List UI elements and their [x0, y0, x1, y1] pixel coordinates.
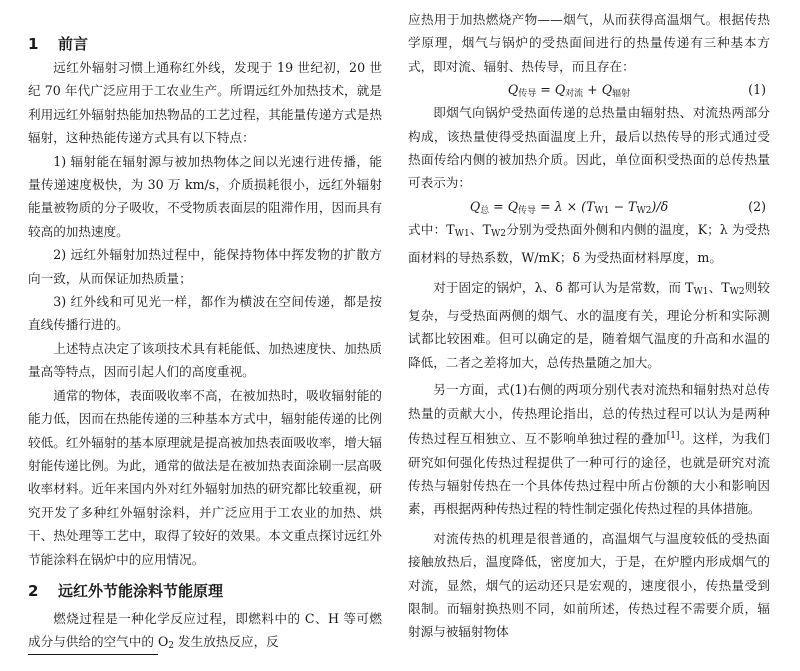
- section-1-number: 1: [28, 35, 39, 53]
- section-2-number: 2: [28, 581, 39, 600]
- paragraph-absorption: 通常的物体，表面吸收率不高，在被加热时，吸收辐射能的能力低，因而在热能传递的三种基本方式中，辐射能传递的比例较低。红外辐射的基本原理就是提高被加热表面吸收率，增大辐射能传递比例。为此，通常的做法是在被加热表面涂刷一层高吸收率材料。近年来国内外对红外辐射加热的研究都比较重视，研究开发了多种红外辐射涂料，并广泛应用于工农业的加热、烘干、热处理等工艺中，取得了较好的效果。本文重点探讨远红外节能涂料在锅炉中的应用情况。: [28, 387, 382, 567]
- paragraph-total-heat: 即烟气向锅炉受热面传递的总热量由辐射热、对流热两部分构成，该热量使得受热面温度上升，最后以热传导的形式通过受热面传给内侧的被加热介质。因此，单位面积受热面的总传热量可表示为：: [408, 105, 770, 191]
- left-column: [28, 32, 382, 659]
- equation-2-number: (2): [748, 198, 766, 214]
- paragraph-combustion: [28, 607, 382, 659]
- o2-subscript: 2: [168, 641, 174, 652]
- equation-2: [408, 195, 770, 218]
- paragraph-intro: 远红外辐射习惯上通称红外线，发现于 19 世纪初，20 世纪 70 年代广泛应用于工农业生产。所谓远红外加热技术，就是利用远红外辐射热能加热物品的工艺过程，其能量传递方式是热辐射，这种热能传递方式具有以下特点：: [28, 60, 382, 146]
- paragraph-fixed-boiler: 对于固定的锅炉，λ、δ 都可认为是常数，而 $T_{W1}$、$T_{W2}$则较复杂，与受热面两侧的烟气、水的温度有关，理论分析和实际测试都比较困难。但可以确定的是，随着烟气温度的升高和水温的降低，二者之差将加大，总传热量随之加大。: [408, 279, 770, 370]
- section-1-title: 前言: [58, 35, 89, 53]
- paragraph-feature-2: 2) 远红外辐射加热过程中，能保持物体中挥发物的扩散方向一致，从而保证加热质量；: [28, 247, 382, 286]
- section-1-heading: [28, 32, 382, 56]
- equation-1-body: $Q_{传导} = Q_{对流} + Q_{辐射}$: [507, 82, 631, 100]
- paragraph-feature-1: 1) 辐射能在辐射源与被加热物体之间以光速行进传播，能量传递速度极快，为 30 万 km/s，介质损耗很小，远红外辐射能量被物质的分子吸收，不受物质表面层的阻滞作用，因而具有较高的加热速度。: [28, 153, 382, 239]
- footnote-rule: [28, 654, 158, 655]
- paragraph-summary: 上述特点决定了该项技术具有耗能低、加热速度快、加热质量高等特点，因而引起人们的高度重视。: [28, 340, 382, 380]
- equation-1-number: (1): [748, 82, 766, 98]
- equation-2-body: $Q_总 = Q_{传导} = \lambda \times (T_{W1} - T_{W2})/\delta$: [469, 198, 669, 216]
- combustion-text-b: 发生放热反应，反: [174, 634, 279, 650]
- paragraph-heat-transfer: 应热用于加热燃烧产物——烟气，从而获得高温烟气。根据传热学原理，烟气与锅炉的受热面间进行的热量传递有三种基本方式，即对流、辐射、热传导，而且存在：: [408, 12, 770, 74]
- combustion-text-a: 燃烧过程是一种化学反应过程，即燃料中的 C、H 等可燃成分与供给的空气中的 O: [28, 610, 382, 650]
- paragraph-superposition: 另一方面，式(1)右侧的两项分别代表对流热和辐射热对总传热量的贡献大小，传热理论指出，总的传热过程可以认为是两种传热过程互相独立、互不影响单独过程的叠加[1]。这样，为我们研究如何强化传热过程提供了一种可行的途径，也就是研究对流传热与辐射传热在一个具体传热过程中所占份额的大小和影响因素，再根据两种传热过程的特性制定强化传热过程的具体措施。: [408, 382, 771, 517]
- citation-ref: [1]: [666, 431, 680, 442]
- section-2-title: 远红外节能涂料节能原理: [58, 581, 224, 600]
- paragraph-feature-3: 3) 红外线和可见光一样，都作为横波在空间传递，都是按直线传播行进的。: [28, 294, 382, 333]
- section-2-heading: [28, 579, 382, 603]
- right-column: [408, 8, 770, 644]
- paragraph-symbols: 式中：$T_{W1}$、$T_{W2}$分别为受热面外侧和内侧的温度，K；λ 为受热面材料的导热系数，W/mK；δ 为受热面材料厚度，m。: [408, 221, 770, 266]
- equation-1: [408, 78, 770, 101]
- paragraph-convection: 对流传热的机理是很普通的，高温烟气与温度较低的受热面接触放热后，温度降低，密度加大，于是，在炉膛内形成烟气的对流，显然，烟气的运动还只是宏观的，速度很小，传热量受到限制。而辐射换热则不同，如前所述，传热过程不需要介质，辐射源与被辐射物体: [408, 530, 770, 640]
